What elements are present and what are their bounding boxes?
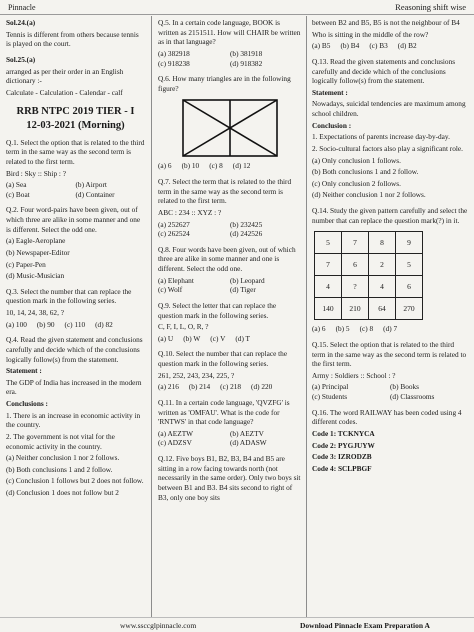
option: (b) 214 xyxy=(188,382,211,392)
option: (a) Only conclusion 1 follows. xyxy=(312,155,401,165)
question-1-series: Bird : Sky :: Ship : ? xyxy=(6,168,67,178)
option: (a) 216 xyxy=(158,382,179,392)
grid-row xyxy=(315,232,423,254)
solution-25-number: Sol.25.(a) xyxy=(6,54,36,64)
solution-25-text: arranged as per their order in an English dictionary :- xyxy=(6,66,124,86)
option: (a) 6 xyxy=(312,324,326,334)
column-3 xyxy=(312,18,468,475)
question-14-text: Q.14. Study the given pattern carefully and select the number that can replace the question mark(?) in it. xyxy=(312,206,468,225)
option: (a) Neither conclusion 1 nor 2 follows. xyxy=(6,453,120,463)
grid-cell: 4 xyxy=(315,276,342,298)
question-13-text: Q.13. Read the given statements and conclusions carefully and decide which of the conclusions logically follow(s) from the statement. xyxy=(312,56,456,86)
question-1-options xyxy=(6,180,145,199)
option: (b) B4 xyxy=(340,41,360,51)
conclusion-2: 2. The government is not vital for the economic activity in the country. xyxy=(6,431,115,451)
option: (b) W xyxy=(183,333,201,343)
conclusion-1: 1. Expectations of parents increase day-by-day. xyxy=(312,132,450,142)
column-divider xyxy=(151,16,152,618)
grid-cell: 2 xyxy=(369,254,396,276)
option: (a) Principal xyxy=(312,382,349,392)
footer-promo: Download Pinnacle Exam Preparation A xyxy=(300,621,430,630)
question-10-options xyxy=(158,382,302,392)
option: (b) Airport xyxy=(75,180,107,190)
grid-cell: 4 xyxy=(369,276,396,298)
grid-cell: 7 xyxy=(342,232,369,254)
grid-cell: ? xyxy=(342,276,369,298)
option: (b) 381918 xyxy=(230,48,263,58)
grid-cell: 210 xyxy=(342,298,369,320)
option: (a) Elephant xyxy=(158,275,194,285)
question-8-text: Q.8. Four words have been given, out of which three are alike in some manner and one is different. Select the odd one. xyxy=(158,244,296,273)
option: (a) Sea xyxy=(6,180,27,190)
option: (d) B2 xyxy=(397,41,417,51)
option: (c) B3 xyxy=(369,41,388,51)
question-13-statement: Nowadays, suicidal tendencies are maximum among school children. xyxy=(312,99,466,118)
statement-label: Statement : xyxy=(312,87,348,97)
option: (d) Conclusion 1 does not follow but 2 xyxy=(6,488,119,497)
option: (c) Conclusion 1 follows but 2 does not follow. xyxy=(6,476,144,486)
option: (d) 82 xyxy=(95,319,113,329)
solution-24-number: Sol.24.(a) xyxy=(6,18,36,27)
option: (b) Both conclusions 1 and 2 follow. xyxy=(312,167,419,177)
option: (c) 8 xyxy=(359,324,374,334)
grid-cell: 5 xyxy=(315,232,342,254)
question-11-options xyxy=(158,429,302,448)
question-15-series: Army : Soldiers :: School : ? xyxy=(312,370,396,380)
number-pattern-grid xyxy=(314,231,423,320)
question-3-series: 10, 14, 24, 38, 62, ? xyxy=(6,308,64,317)
option: (c) 110 xyxy=(64,319,86,329)
option: (b) Newspaper-Editor xyxy=(6,247,70,257)
website-link[interactable]: www.ssccglpinnacle.com xyxy=(120,621,197,630)
option: (a) 252627 xyxy=(158,219,190,229)
option: (a) 100 xyxy=(6,319,27,329)
option: (c) 8 xyxy=(209,161,223,171)
column-2 xyxy=(158,18,302,504)
option: (d) 7 xyxy=(383,324,398,334)
grid-cell: 8 xyxy=(369,232,396,254)
question-9-options xyxy=(158,334,302,344)
grid-row xyxy=(315,298,423,320)
code-line: Code 4: SCLPBGF xyxy=(312,463,372,473)
page-footer xyxy=(0,617,474,632)
question-12-text: Q.12. Five boys B1, B2, B3, B4 and B5 are sitting in a row facing towards north (not necessarily in the same order). Only two boys sit between B1 and B3. B4 sits second to right of B3, only one boy sits xyxy=(158,454,301,502)
option: (c) ADZSV xyxy=(158,438,192,448)
option: (b) 10 xyxy=(181,161,200,171)
option: (c) Wolf xyxy=(158,285,183,295)
option: (d) 242526 xyxy=(230,229,263,239)
question-9-text: Q.9. Select the letter that can replace the question mark in the following series. xyxy=(158,300,277,320)
grid-row xyxy=(315,276,423,298)
question-6-text: Q.6. How many triangles are in the following figure? xyxy=(158,74,291,93)
question-5-options xyxy=(158,49,302,68)
section-title: Reasoning shift wise xyxy=(395,2,466,12)
conclusions-label: Conclusions : xyxy=(6,399,48,408)
conclusion-label: Conclusion : xyxy=(312,120,352,130)
conclusion-1: 1. There is an increase in economic activity in the country. xyxy=(6,410,141,430)
option: (a) B5 xyxy=(312,41,331,51)
option: (b) 232425 xyxy=(230,219,263,229)
question-15-text: Q.15. Select the option that is related to the third term in the same way as the second term is related to the first term. xyxy=(312,339,467,369)
triangle-figure xyxy=(180,97,280,159)
code-line: Code 3: IZRODZB xyxy=(312,452,372,462)
grid-cell: 9 xyxy=(396,232,423,254)
question-11-text: Q.11. In a certain code language, 'QVZFG' is written as 'OMFAU'. What is the code for 'RNTWS' in that code language? xyxy=(158,397,290,427)
question-1-text: Q.1. Select the option that is related to the third term in the same way as the second term is related to the first term. xyxy=(6,137,145,166)
code-line: Code 2: PYGJUYW xyxy=(312,440,375,450)
option: (d) ADASW xyxy=(230,438,267,448)
code-line: Code 1: TCKNYCA xyxy=(312,428,375,438)
option: (d) Classrooms xyxy=(390,392,435,401)
option: (b) Books xyxy=(390,382,419,392)
option: (d) Container xyxy=(75,189,115,199)
grid-cell: 5 xyxy=(396,254,423,276)
question-6-options xyxy=(158,161,302,171)
option: (c) 218 xyxy=(220,382,242,392)
question-12-continued: between B2 and B5, B5 is not the neighbour of B4 xyxy=(312,18,460,27)
option: (b) 5 xyxy=(335,324,350,334)
grid-cell: 270 xyxy=(396,298,423,320)
question-10-text: Q.10. Select the number that can replace the question mark in the following series. xyxy=(158,349,288,368)
question-3-options xyxy=(6,320,145,330)
option: (c) Students xyxy=(312,392,348,401)
option: (b) Both conclusions 1 and 2 follow. xyxy=(6,464,113,474)
grid-cell: 140 xyxy=(315,298,342,320)
option: (c) Paper-Pen xyxy=(6,259,46,269)
column-divider xyxy=(306,16,307,618)
question-7-options xyxy=(158,220,302,239)
option: (a) 6 xyxy=(158,161,172,171)
page-header xyxy=(0,0,474,15)
question-12-options xyxy=(312,41,468,51)
option: (b) Leopard xyxy=(230,275,265,285)
option: (b) 90 xyxy=(36,319,55,329)
question-15-options xyxy=(312,382,468,401)
option: (d) Tiger xyxy=(230,285,256,295)
statement-label: Statement : xyxy=(6,366,42,376)
option: (d) 220 xyxy=(251,382,273,392)
option: (a) Eagle-Aeroplane xyxy=(6,236,66,246)
option: (c) Boat xyxy=(6,189,30,199)
solution-24-text: Tennis is different from others because tennis is played on the court. xyxy=(6,29,139,49)
conclusion-2: 2. Socio-cultural factors also play a significant role. xyxy=(312,143,463,153)
option: (c) V xyxy=(210,333,226,343)
option: (b) AEZTV xyxy=(230,428,264,438)
question-8-options xyxy=(158,276,302,295)
brand-name: Pinnacle xyxy=(8,3,36,12)
question-5-text: Q.5. In a certain code language, BOOK is written as 2151511. How will CHAIR be written as in that language? xyxy=(158,18,301,47)
question-12-question: Who is sitting in the middle of the row? xyxy=(312,29,429,39)
question-16-text: Q.16. The word RAILWAY has been coded using 4 different codes. xyxy=(312,407,462,427)
grid-cell: 7 xyxy=(315,254,342,276)
option: (a) AEZTW xyxy=(158,428,194,438)
solution-25-order: Calculate - Calculation - Calendar - calf xyxy=(6,87,123,97)
grid-cell: 6 xyxy=(342,254,369,276)
question-3-text: Q.3. Select the number that can replace the question mark in the following series. xyxy=(6,286,132,306)
option: (a) U xyxy=(158,333,174,343)
grid-cell: 6 xyxy=(396,276,423,298)
option: (a) 382918 xyxy=(158,48,190,58)
option: (c) 262524 xyxy=(158,229,190,239)
grid-row xyxy=(315,254,423,276)
exam-title-line1: RRB NTPC 2019 TIER - I xyxy=(16,106,135,118)
option: (c) 918238 xyxy=(158,58,190,68)
question-7-series: ABC : 234 :: XYZ : ? xyxy=(158,207,222,217)
question-7-text: Q.7. Select the term that is related to the third term in the same way as the second term is related to the first term. xyxy=(158,177,292,206)
column-1 xyxy=(6,18,145,500)
option: (d) 12 xyxy=(232,161,251,171)
question-4-statement: The GDP of India has increased in the modern era. xyxy=(6,377,142,397)
exam-title-line2: 12-03-2021 (Morning) xyxy=(26,119,125,131)
question-4-text: Q.4. Read the given statement and conclusions carefully and decide which of the conclusions logically follow(s) from the statement. xyxy=(6,335,143,364)
question-14-options xyxy=(312,324,468,334)
option: (d) 918382 xyxy=(230,58,263,68)
option: (d) Neither conclusion 1 nor 2 follows. xyxy=(312,190,426,200)
option: (d) Music-Musician xyxy=(6,271,65,281)
option: (d) T xyxy=(235,333,251,343)
question-9-series: C, F, I, L, O, R, ? xyxy=(158,322,209,332)
question-2-text: Q.2. Four word-pairs have been given, out of which three are alike in some manner and one is different. Select the odd one. xyxy=(6,205,141,234)
question-10-series: 261, 252, 243, 234, 225, ? xyxy=(158,370,235,380)
exam-title xyxy=(6,105,145,131)
grid-cell: 64 xyxy=(369,298,396,320)
option: (c) Only conclusion 2 follows. xyxy=(312,178,401,188)
